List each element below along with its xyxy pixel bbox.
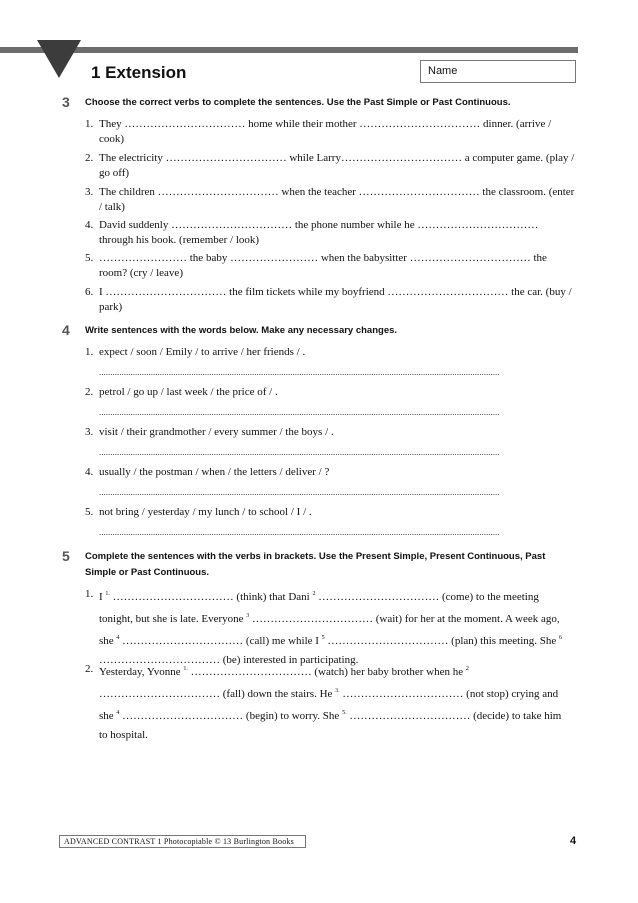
answer-line[interactable]: .................................................................................................................................................................................. <box>99 367 500 377</box>
exercise-3-number: 3 <box>62 94 70 110</box>
unit-title: 1 Extension <box>91 63 187 82</box>
blank: …………………………… <box>318 591 440 603</box>
blank: …………………………… <box>112 591 234 603</box>
exercise-5-item-1: 1. I $^{1.}$ …………………………… (think) that Dani $^2$ …………………………… (come) to the meeting tonight, but she is late. Everyone $^3$ …………………………… (wait) for her at the moment. A week ago, she $^4$ …………………………… (call) me while I $^5$ …………………………… (plan) this meeting. She $^6$ …………………………… (be) interested in participating. <box>85 588 563 666</box>
exercise-3-instruction: Choose the correct verbs to complete the sentences. Use the Past Simple or Past Continuous. <box>85 97 511 108</box>
blank: …………………………… <box>99 654 220 666</box>
exercise-5-instruction: Complete the sentences with the verbs in brackets. Use the Present Simple, Present Continuous, Past Simple or Past Continuous. <box>85 551 546 578</box>
blank: …………………………… <box>122 635 244 647</box>
blank: …………………………… <box>252 613 373 625</box>
exercise-4-number: 4 <box>62 322 70 338</box>
exercise-3-item-6: 6. I …………………………… the film tickets while my boyfriend …………………………… the car. (buy / park) <box>85 286 572 313</box>
answer-line[interactable]: .................................................................................................................................................................................. <box>99 487 500 497</box>
exercise-3-item-1: 1. They …………………………… home while their mother …………………………… dinner. (arrive / cook) <box>85 118 552 145</box>
exercise-3-item-3: 3. The children …………………………… when the teacher …………………………… the classroom. (enter / talk) <box>85 186 575 213</box>
exercise-4-item-1: 1. expect / soon / Emily / to arrive / her friends / . <box>85 346 306 358</box>
exercise-5-item-2: 2. Yesterday, Yvonne $^{1.}$ …………………………… (watch) her baby brother when he $^2$ …………………………… (fall) down the stairs. He $^{3.}$ …………………………… (not stop) crying and she $^4$ …………………………… (begin) to worry. She $^{5.}$ …………………………… (decide) to take him to hospital. <box>85 663 562 741</box>
blank: …………………………… <box>122 710 244 722</box>
exercise-4-instruction: Write sentences with the words below. Make any necessary changes. <box>85 325 398 336</box>
exercise-3-item-2: 2. The electricity …………………………… while Larry…………………………… a computer game. (play / go off) <box>85 152 575 179</box>
answer-line[interactable]: .................................................................................................................................................................................. <box>99 407 500 417</box>
header-rule <box>0 47 578 53</box>
answer-line[interactable]: .................................................................................................................................................................................. <box>99 447 500 457</box>
exercise-4-item-5: 5. not bring / yesterday / my lunch / to school / I / . <box>85 506 312 518</box>
triangle-marker-icon <box>37 40 81 78</box>
page-number: 4 <box>570 835 577 847</box>
exercise-4-item-2: 2. petrol / go up / last week / the price of / . <box>85 386 278 398</box>
blank: …………………………… <box>342 688 464 700</box>
exercise-5-number: 5 <box>62 548 70 564</box>
blank: …………………………… <box>349 710 471 722</box>
blank: …………………………… <box>190 666 312 678</box>
footer-copyright: ADVANCED CONTRAST 1 Photocopiable © 13 Burlington Books <box>59 835 306 848</box>
exercise-3-item-5: 5. …………………… the baby …………………… when the babysitter …………………………… the room? (cry / leave) <box>85 252 547 279</box>
exercise-3-item-4: 4. David suddenly …………………………… the phone number while he …………………………… through his book. (remember / look) <box>85 219 539 246</box>
blank: …………………………… <box>327 635 449 647</box>
name-field[interactable]: Name <box>420 60 576 83</box>
answer-line[interactable]: .................................................................................................................................................................................. <box>99 527 500 537</box>
exercise-4-item-4: 4. usually / the postman / when / the letters / deliver / ? <box>85 466 330 478</box>
blank: …………………………… <box>99 688 220 700</box>
exercise-4-item-3: 3. visit / their grandmother / every summer / the boys / . <box>85 426 334 438</box>
